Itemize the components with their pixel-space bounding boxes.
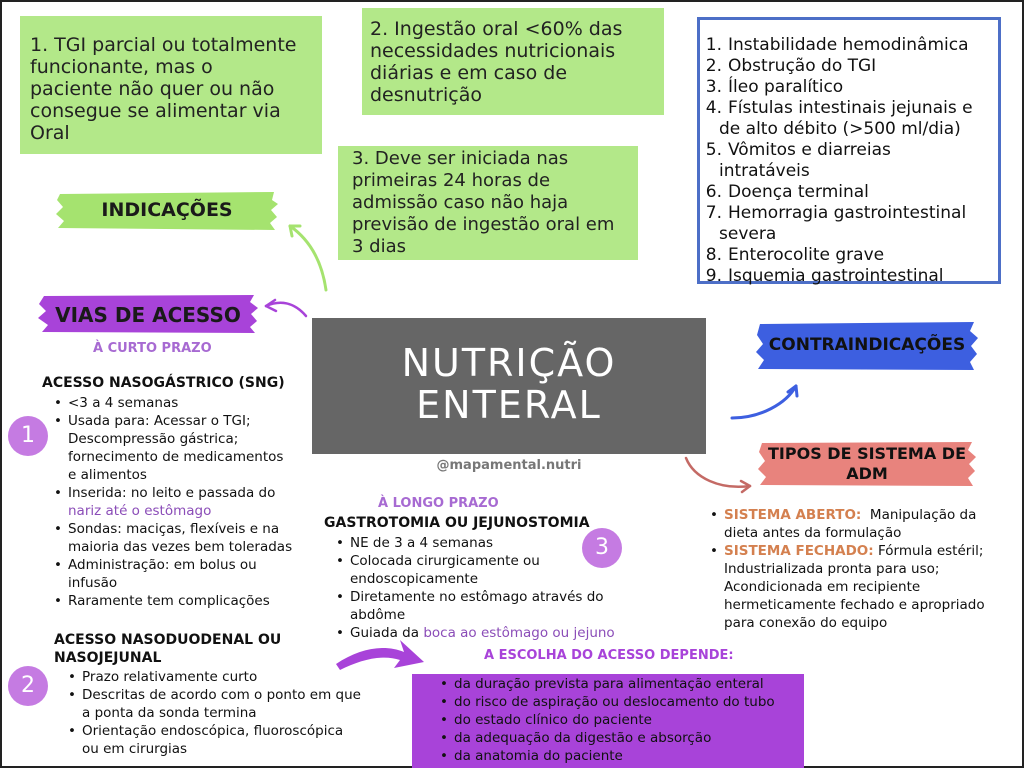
escolha-box bbox=[412, 674, 804, 768]
contraindication-text: Instabilidade hemodinâmica bbox=[728, 35, 969, 55]
sng-route-text: nariz até o estômago bbox=[68, 503, 212, 519]
contraindication-text: severa bbox=[719, 224, 777, 244]
sng-item-line: • Administração: em bolus ou bbox=[68, 557, 257, 573]
long-term-item-line: • Diretamente no estômago através do bbox=[350, 589, 604, 605]
contraindication-number: 6. bbox=[705, 182, 722, 202]
escolha-item: • da adequação da digestão e absorção bbox=[438, 729, 804, 747]
arrow-to-tipos bbox=[686, 458, 750, 492]
sng-item bbox=[52, 412, 312, 484]
arrow-to-escolha bbox=[336, 640, 424, 670]
contraindication-number: 8. bbox=[705, 245, 722, 265]
sistema-aberto-text: Manipulação da bbox=[869, 507, 977, 523]
sistema-fechado-label: SISTEMA FECHADO: bbox=[724, 543, 874, 559]
sistema-fechado-text: Fórmula estéril; bbox=[877, 543, 984, 559]
circle-number-2: 2 bbox=[8, 666, 48, 706]
sng-item-line: • <3 a 4 semanas bbox=[68, 395, 179, 411]
sistema-fechado-text: hermeticamente fechado e apropriado bbox=[724, 597, 985, 613]
indication-1-line: Oral bbox=[30, 122, 70, 144]
author-handle: @mapamental.nutri bbox=[436, 458, 582, 473]
contraindication-number: 9. bbox=[705, 266, 722, 286]
sng-title: ACESSO NASOGÁSTRICO (SNG) bbox=[42, 375, 285, 391]
escolha-item: • da duração prevista para alimentação enteral bbox=[438, 675, 804, 693]
sng-item bbox=[52, 556, 312, 592]
sng-item bbox=[52, 484, 312, 520]
contraindication-number: 5. bbox=[705, 140, 722, 160]
sng-item-line: fornecimento de medicamentos bbox=[68, 449, 284, 465]
sistema-aberto-text: dieta antes da formulação bbox=[724, 525, 902, 541]
sng-item-line: • Inserida: no leito e passada do bbox=[68, 485, 276, 501]
sng-item-line: e alimentos bbox=[68, 467, 147, 483]
sistema-fechado-text: para conexão do equipo bbox=[724, 615, 888, 631]
nd-item bbox=[66, 668, 386, 686]
central-title-line: NUTRIÇÃO bbox=[401, 341, 617, 385]
sng-item-line: Descompressão gástrica; bbox=[68, 431, 239, 447]
long-term-item-line: • NE de 3 a 4 semanas bbox=[350, 535, 494, 551]
sistema-fechado-text: Acondicionada em recipiente bbox=[724, 579, 921, 595]
contraindication-text: Doença terminal bbox=[728, 182, 869, 202]
contraindication-text: Fístulas intestinais jejunais e bbox=[728, 98, 973, 118]
contraindication-text: Vômitos e diarreias bbox=[728, 140, 891, 160]
long-term-route-text: boca ao estômago ou jejuno bbox=[423, 625, 615, 641]
nd-item-line: • Prazo relativamente curto bbox=[82, 669, 258, 685]
contraindication-number: 4. bbox=[705, 98, 722, 118]
sng-item bbox=[52, 394, 312, 412]
nd-title-line: ACESSO NASODUODENAL OU bbox=[54, 632, 282, 648]
nd-list bbox=[66, 668, 386, 758]
indication-3-line: previsão de ingestão oral em bbox=[352, 214, 615, 235]
long-term-item-line: • Colocada cirurgicamente ou bbox=[350, 553, 540, 569]
indication-3-line: 3 dias bbox=[352, 236, 407, 257]
contraindication-number: 1. bbox=[705, 35, 722, 55]
sng-item bbox=[52, 520, 312, 556]
indication-1-line: paciente não quer ou não bbox=[30, 78, 275, 100]
circle-number-3: 3 bbox=[582, 528, 622, 568]
sistema-fechado bbox=[708, 542, 1008, 632]
long-term-heading: À LONGO PRAZO bbox=[378, 496, 499, 511]
indication-1-line: consegue se alimentar via bbox=[30, 100, 281, 122]
contraindication-text: intratáveis bbox=[719, 161, 810, 181]
contraindication-number: 3. bbox=[705, 77, 722, 97]
nd-item bbox=[66, 722, 386, 758]
short-term-heading: À CURTO PRAZO bbox=[93, 341, 212, 356]
arrow-to-contra bbox=[732, 386, 797, 418]
contraindication-text: Hemorragia gastrointestinal bbox=[728, 203, 967, 223]
sng-item-line: • Usada para: Acessar o TGI; bbox=[68, 413, 251, 429]
sng-item-line: maioria das vezes bem toleradas bbox=[68, 539, 293, 555]
long-term-list bbox=[334, 534, 634, 642]
central-title-line: ENTERAL bbox=[416, 383, 602, 427]
nd-item-line: • Orientação endoscópica, fluoroscópica bbox=[82, 723, 344, 739]
escolha-list bbox=[412, 674, 804, 765]
contraindication-number: 2. bbox=[705, 56, 722, 76]
contraindication-text: Enterocolite grave bbox=[728, 245, 885, 265]
indicacoes-label: INDICAÇÕES bbox=[101, 199, 233, 221]
nd-title-line: NASOJEJUNAL bbox=[54, 650, 162, 666]
sistema-aberto bbox=[708, 506, 1008, 542]
contraindication-number: 7. bbox=[705, 203, 722, 223]
long-term-item bbox=[334, 534, 634, 552]
indication-2-line: necessidades nutricionais bbox=[370, 40, 616, 62]
sng-list bbox=[52, 394, 312, 610]
long-term-item-line: abdôme bbox=[350, 607, 406, 623]
contra-label: CONTRAINDICAÇÕES bbox=[768, 335, 966, 355]
indication-2-line: diárias e em caso de bbox=[370, 62, 568, 84]
contraindication-text: Íleo paralítico bbox=[728, 77, 844, 97]
circle-number-1: 1 bbox=[8, 416, 48, 456]
arrow-to-indicacoes bbox=[290, 226, 326, 290]
sistemas-list bbox=[708, 506, 1008, 632]
vias-label: VIAS DE ACESSO bbox=[55, 303, 241, 327]
tipos-label-line: TIPOS DE SISTEMA DE bbox=[768, 444, 966, 463]
long-term-item bbox=[334, 624, 634, 642]
indication-1-line: funcionante, mas o bbox=[30, 56, 213, 78]
escolha-item: • do risco de aspiração ou deslocamento do tubo bbox=[438, 693, 804, 711]
nd-item-line: a ponta da sonda termina bbox=[82, 705, 257, 721]
long-term-item bbox=[334, 552, 634, 588]
sistema-aberto-label: SISTEMA ABERTO: bbox=[724, 507, 862, 523]
indication-1-line: 1. TGI parcial ou totalmente bbox=[30, 34, 297, 56]
long-term-item bbox=[334, 588, 634, 624]
long-term-title: GASTROTOMIA OU JEJUNOSTOMIA bbox=[324, 515, 590, 531]
indication-3-line: admissão caso não haja bbox=[352, 192, 569, 213]
sng-item bbox=[52, 592, 312, 610]
escolha-heading: A ESCOLHA DO ACESSO DEPENDE: bbox=[484, 648, 734, 663]
sng-item-line: infusão bbox=[68, 575, 118, 591]
escolha-item: • do estado clínico do paciente bbox=[438, 711, 804, 729]
indication-3-line: 3. Deve ser iniciada nas bbox=[352, 148, 569, 169]
nd-item-line: • Descritas de acordo com o ponto em que bbox=[82, 687, 361, 703]
long-term-item-line: endoscopicamente bbox=[350, 571, 479, 587]
escolha-item: • da anatomia do paciente bbox=[438, 747, 804, 765]
sng-item-line: • Raramente tem complicações bbox=[68, 593, 270, 609]
tipos-label-line: ADM bbox=[846, 464, 888, 483]
indication-2-line: desnutrição bbox=[370, 84, 482, 106]
indication-2-line: 2. Ingestão oral <60% das bbox=[370, 18, 623, 40]
indication-3-line: primeiras 24 horas de bbox=[352, 170, 551, 191]
sistema-fechado-text: Industrializada pronta para uso; bbox=[724, 561, 940, 577]
sng-item-line: • Sondas: maciças, flexíveis e na bbox=[68, 521, 280, 537]
nd-title bbox=[54, 631, 281, 667]
nd-item-line: ou em cirurgias bbox=[82, 741, 188, 757]
arrow-to-vias bbox=[266, 300, 306, 316]
nd-item bbox=[66, 686, 386, 722]
long-term-item-line: Guiada da bbox=[350, 625, 420, 641]
contraindication-text: Obstrução do TGI bbox=[728, 56, 877, 76]
contraindication-text: Isquemia gastrointestinal bbox=[728, 266, 944, 286]
contraindication-text: de alto débito (>500 ml/dia) bbox=[719, 119, 961, 139]
